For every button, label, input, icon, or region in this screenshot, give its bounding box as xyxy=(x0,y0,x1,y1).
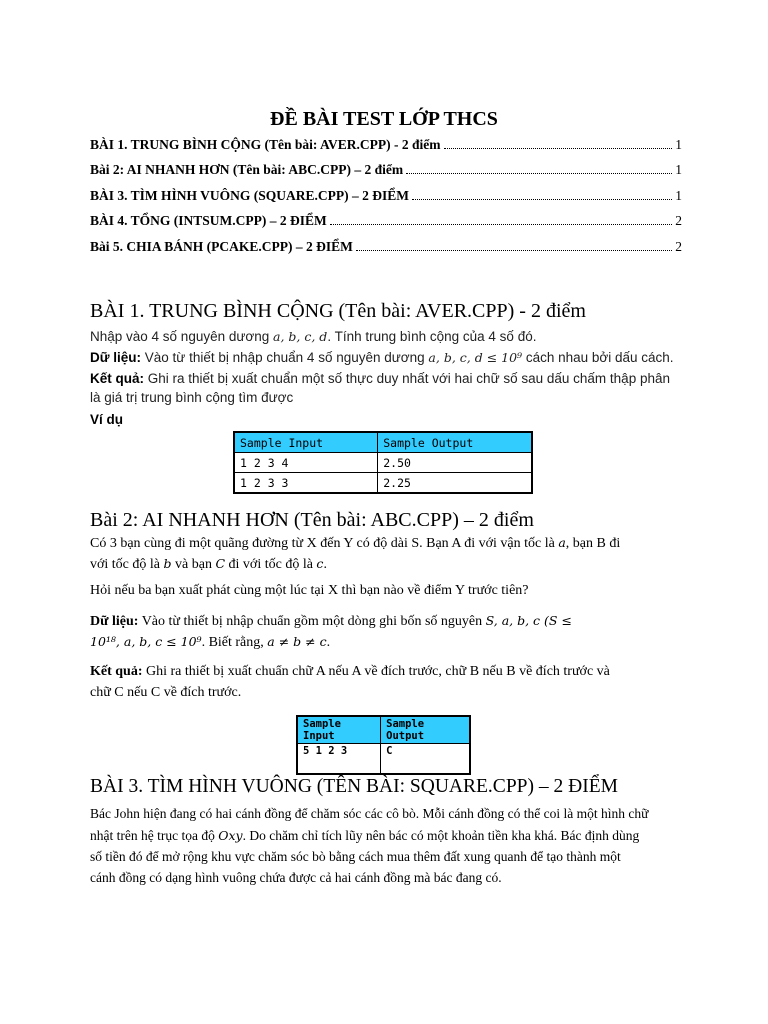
bai-2-paragraph-2 xyxy=(90,556,327,573)
text: cách nhau bởi dấu cách. xyxy=(522,350,674,365)
math: Oxy xyxy=(218,828,243,843)
math: a, b, c, d xyxy=(273,329,328,344)
toc-entry-bai-5[interactable] xyxy=(90,237,682,255)
math: a xyxy=(558,535,566,550)
bai-1-input-spec xyxy=(90,350,674,365)
text: . Tính trung bình cộng của 4 số đó. xyxy=(327,329,537,344)
toc-label: BÀI 1. TRUNG BÌNH CỘNG (Tên bài: AVER.CPP) - 2 điểm xyxy=(90,137,441,152)
bai-3-heading: BÀI 3. TÌM HÌNH VUÔNG (TÊN BÀI: SQUARE.CPP) – 2 ĐIỂM xyxy=(90,776,618,797)
table-cell: 5 1 2 3 xyxy=(297,744,381,775)
math: S, a, b, c (S ≤ xyxy=(485,613,572,628)
toc-label: BÀI 4. TỔNG (INTSUM.CPP) – 2 ĐIỂM xyxy=(90,213,327,228)
toc-label: Bài 2: AI NHANH HƠN (Tên bài: ABC.CPP) – 2 điểm xyxy=(90,162,404,177)
output-label: Kết quả: xyxy=(90,371,144,386)
input-label: Dữ liệu: xyxy=(90,350,142,365)
bai-2-output-spec-cont: chữ C nếu C về đích trước. xyxy=(90,685,242,700)
text: Vào từ thiết bị nhập chuẩn 4 số nguyên dương xyxy=(141,350,429,365)
text: Có 3 bạn cùng đi một quãng đường từ X đến Y có độ dài S. Bạn A đi với vận tốc là xyxy=(90,536,559,551)
toc-leader xyxy=(356,250,672,251)
text: . Do chăm chỉ tích lũy nên bác có một khoản tiền kha khá. Bác định dùng xyxy=(242,828,640,843)
output-label: Kết quả: xyxy=(90,664,143,679)
bai-2-heading: Bài 2: AI NHANH HƠN (Tên bài: ABC.CPP) – 2 điểm xyxy=(90,509,534,531)
toc-entry-bai-1[interactable] xyxy=(90,135,682,153)
toc-entry-bai-2[interactable] xyxy=(90,160,682,178)
bai-1-heading: BÀI 1. TRUNG BÌNH CỘNG (Tên bài: AVER.CPP) - 2 điểm xyxy=(90,300,586,322)
math: a ≠ b ≠ c xyxy=(267,634,327,649)
table-cell: 1 2 3 3 xyxy=(234,473,378,494)
table-row xyxy=(234,473,532,494)
bai-2-sample-table xyxy=(296,715,471,775)
text: và bạn xyxy=(171,557,216,572)
toc-leader xyxy=(330,224,672,225)
bai-2-paragraph-1 xyxy=(90,535,620,552)
bai-3-line-4: cánh đồng có dạng hình vuông chứa được cả hai cánh đồng mà bác đang có. xyxy=(90,870,502,885)
column-header: Sample Output xyxy=(381,716,470,744)
table-cell: 2.50 xyxy=(378,453,532,473)
table-cell: 2.25 xyxy=(378,473,532,494)
column-header: Sample Output xyxy=(378,432,532,453)
table-cell: 1 2 3 4 xyxy=(234,453,378,473)
toc-page: 1 xyxy=(675,188,682,203)
bai-2-output-spec xyxy=(90,664,610,680)
toc-leader xyxy=(406,173,672,174)
text: nhật trên hệ trục tọa độ xyxy=(90,828,219,843)
text: với tốc độ là xyxy=(90,557,164,572)
text: . xyxy=(326,635,331,650)
math: b xyxy=(163,556,172,571)
math: C xyxy=(215,556,226,571)
bai-3-line-1: Bác John hiện đang có hai cánh đồng để chăm sóc các cô bò. Mỗi cánh đồng có thể coi là một hình chữ xyxy=(90,806,649,821)
toc-label: Bài 5. CHIA BÁNH (PCAKE.CPP) – 2 ĐIỂM xyxy=(90,239,353,254)
text: , bạn B đi xyxy=(565,536,621,551)
toc-page: 1 xyxy=(675,137,682,152)
toc-entry-bai-3[interactable] xyxy=(90,186,682,204)
text: Ghi ra thiết bị xuất chuẩn một số thực duy nhất với hai chữ số sau dấu chấm thập phân xyxy=(144,371,670,386)
math: c xyxy=(316,556,324,571)
toc-leader xyxy=(444,148,673,149)
text: . xyxy=(323,557,327,572)
input-label: Dữ liệu: xyxy=(90,614,139,629)
table-row xyxy=(297,744,470,775)
bai-1-intro xyxy=(90,329,536,344)
bai-2-question: Hỏi nếu ba bạn xuất phát cùng một lúc tại X thì bạn nào về điểm Y trước tiên? xyxy=(90,583,529,598)
bai-3-line-2 xyxy=(90,828,639,844)
table-header-row xyxy=(234,432,532,453)
toc-page: 2 xyxy=(675,213,682,228)
bai-1-example-label: Ví dụ xyxy=(90,412,123,427)
bai-3-line-3: số tiền đó để mở rộng khu vực chăm sóc bò bằng cách mua thêm đất xung quanh để tạo thành một xyxy=(90,849,621,864)
table-header-row xyxy=(297,716,470,744)
toc-leader xyxy=(412,199,672,200)
text: Nhập vào 4 số nguyên dương xyxy=(90,329,274,344)
toc-entry-bai-4[interactable] xyxy=(90,211,682,229)
text: đi với tốc độ là xyxy=(225,557,317,572)
column-header: Sample Input xyxy=(234,432,378,453)
table-cell: C xyxy=(381,744,470,775)
math: a, b, c, d ≤ 10⁹ xyxy=(428,350,523,365)
text: . Biết rằng, xyxy=(201,635,268,650)
bai-2-input-spec-cont xyxy=(90,634,330,651)
bai-2-input-spec xyxy=(90,613,572,630)
document-title: ĐỀ BÀI TEST LỚP THCS xyxy=(270,108,498,130)
toc-page: 1 xyxy=(675,162,682,177)
column-header: Sample Input xyxy=(297,716,381,744)
bai-1-output-spec-cont: là giá trị trung bình cộng tìm được xyxy=(90,390,294,405)
toc-label: BÀI 3. TÌM HÌNH VUÔNG (SQUARE.CPP) – 2 ĐIỂM xyxy=(90,188,410,203)
toc-page: 2 xyxy=(675,239,682,254)
bai-1-output-spec xyxy=(90,371,670,386)
math: 10¹⁸, a, b, c ≤ 10⁹ xyxy=(90,634,202,649)
bai-1-sample-table xyxy=(233,431,533,494)
table-row xyxy=(234,453,532,473)
text: Vào từ thiết bị nhập chuẩn gồm một dòng ghi bốn số nguyên xyxy=(138,614,486,629)
text: Ghi ra thiết bị xuất chuẩn chữ A nếu A về đích trước, chữ B nếu B về đích trước và xyxy=(142,664,610,679)
